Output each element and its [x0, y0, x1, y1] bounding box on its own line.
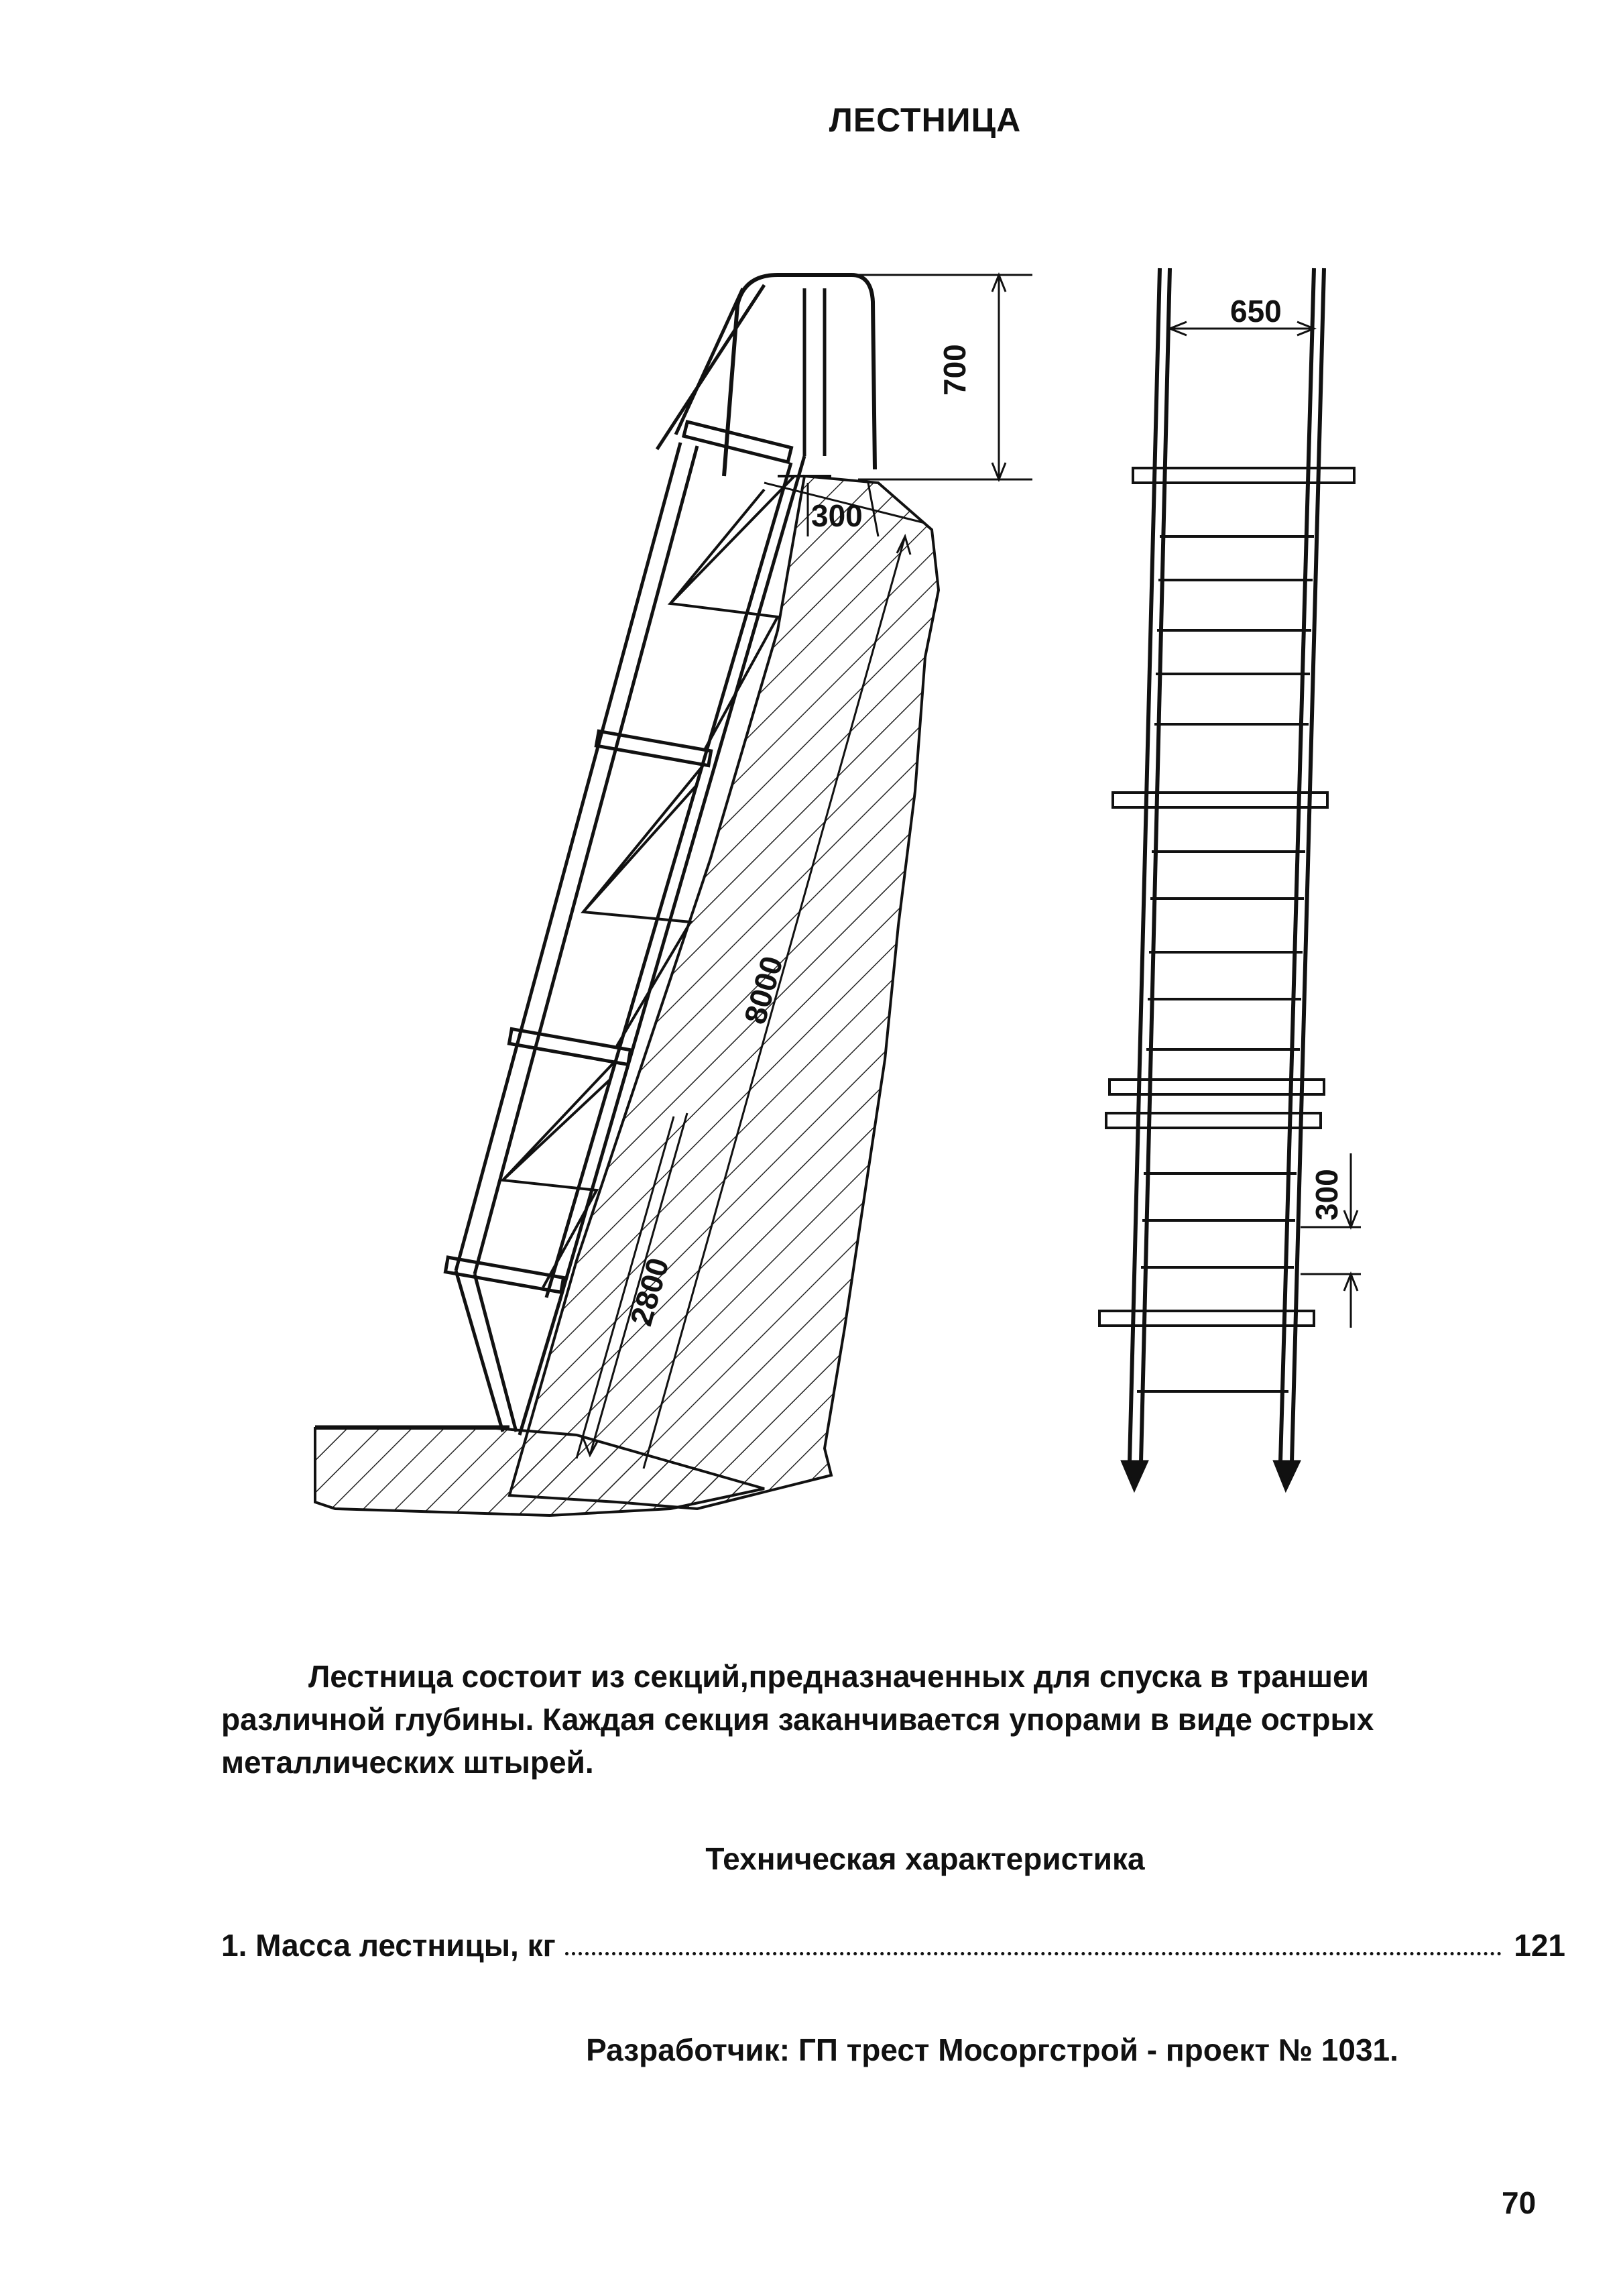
spec-label: 1. Масса лестницы, кг: [221, 1928, 556, 1963]
spec-heading: Техническая характеристика: [705, 1841, 1145, 1876]
side-view: [315, 275, 1032, 1515]
spec-value: 121: [1514, 1928, 1565, 1963]
developer-line: Разработчик: ГП трест Мосоргстрой - проект № 1031.: [586, 2032, 1398, 2067]
page-number: 70: [1502, 2185, 1537, 2220]
dim-label-300-top: 300: [811, 498, 863, 533]
dim-label-8000: 8000: [737, 952, 790, 1028]
leader-dots: [565, 1952, 1502, 1955]
paragraph-line-1: Лестница состоит из секций,предназначенных для спуска в траншеи: [308, 1659, 1369, 1694]
page-title: ЛЕСТНИЦА: [829, 101, 1022, 139]
dim-label-700: 700: [937, 344, 972, 396]
description-paragraph: [221, 1655, 1555, 1784]
ladder-drawing: [295, 255, 1394, 1542]
paragraph-line-2: различной глубины. Каждая секция заканчивается упорами в виде острых: [221, 1702, 1374, 1737]
dim-label-650: 650: [1230, 294, 1282, 329]
front-view: [1099, 268, 1361, 1489]
dim-label-300-step: 300: [1309, 1169, 1344, 1220]
spec-row-mass: [221, 1923, 1565, 1963]
dim-label-2800: 2800: [623, 1254, 676, 1330]
paragraph-line-3: металлических штырей.: [221, 1745, 594, 1780]
